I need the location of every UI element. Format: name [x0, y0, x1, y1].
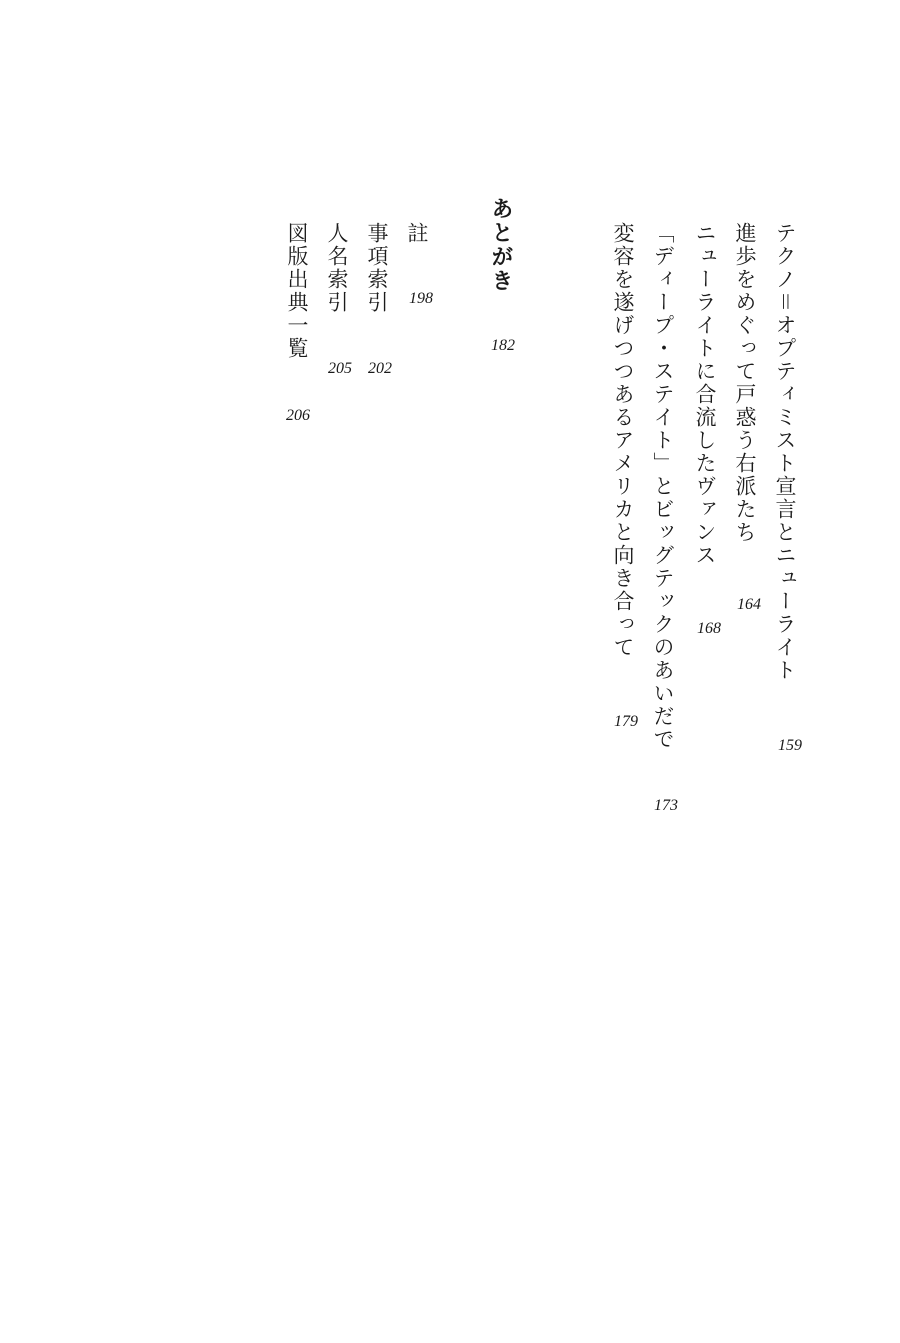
toc-entry-title: 進歩をめぐって戸惑う右派たち [733, 222, 757, 544]
toc-backmatter-title: 註 [405, 222, 429, 245]
toc-backmatter-title: 図版出典一覧 [285, 222, 309, 360]
toc-backmatter-title: 事項索引 [365, 222, 389, 314]
toc-backmatter-page: 202 [368, 360, 392, 377]
toc-entry-title: 「ディープ・ステイト」とビッグテックのあいだで [651, 222, 675, 751]
toc-backmatter-title: 人名索引 [325, 222, 349, 314]
toc-entry-page: 159 [778, 737, 802, 754]
toc-entry-title: ニューライトに合流したヴァンス [693, 222, 717, 567]
toc-entry-page: 173 [654, 797, 678, 814]
toc-afterword-page: 182 [491, 337, 515, 354]
toc-entry-page: 164 [737, 596, 761, 613]
toc-afterword-title: あとがき [488, 197, 514, 293]
toc-entry-page: 168 [697, 620, 721, 637]
toc-backmatter-page: 198 [409, 290, 433, 307]
toc-entry-page: 179 [614, 713, 638, 730]
toc-backmatter-page: 205 [328, 360, 352, 377]
toc-entry-title: 変容を遂げつつあるアメリカと向き合って [611, 222, 635, 659]
toc-backmatter-page: 206 [286, 407, 310, 424]
toc-entry-title: テクノ＝オプティミスト宣言とニューライト [773, 222, 797, 682]
